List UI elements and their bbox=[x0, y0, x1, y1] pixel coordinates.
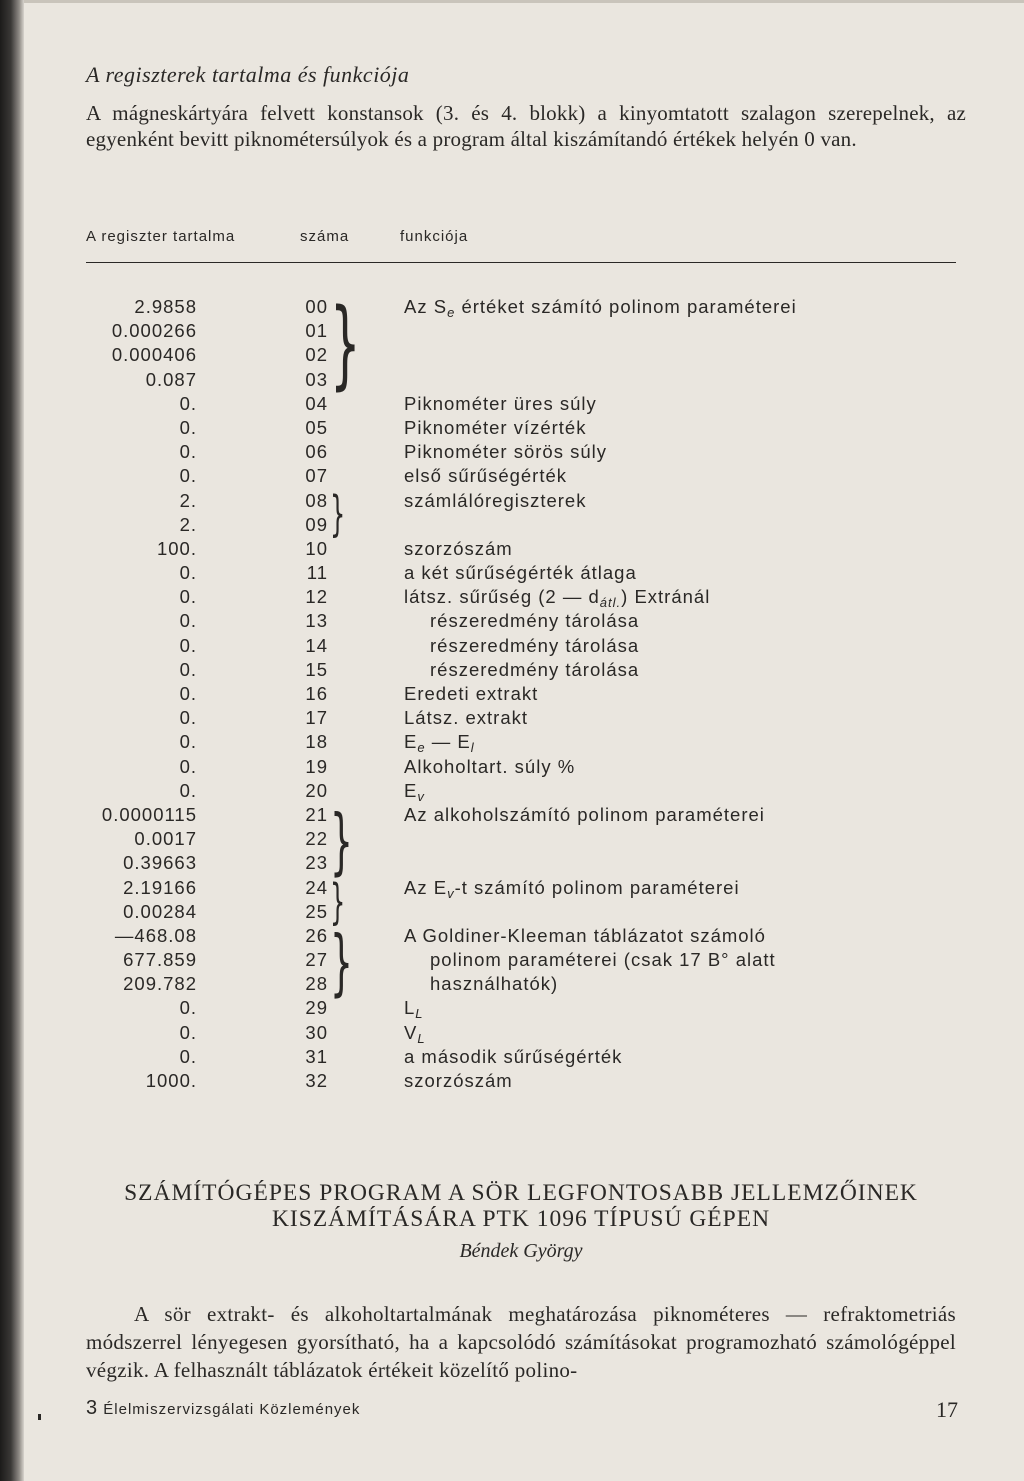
register-number: 23 bbox=[305, 852, 328, 874]
table-row bbox=[0, 901, 1024, 925]
register-function bbox=[404, 417, 586, 439]
register-value: 0.000406 bbox=[111, 344, 197, 366]
register-function bbox=[404, 925, 766, 947]
register-number: 13 bbox=[305, 610, 328, 632]
register-value: 0. bbox=[179, 392, 197, 414]
table-header-rule bbox=[86, 262, 956, 263]
function-text: szorzószám bbox=[404, 537, 513, 559]
table-row bbox=[0, 1070, 1024, 1094]
function-text-suffix: -t számító polinom paraméterei bbox=[454, 876, 740, 898]
function-text: Az E bbox=[404, 876, 448, 898]
function-text: részeredmény tárolása bbox=[430, 658, 640, 680]
register-number: 16 bbox=[305, 683, 328, 704]
register-number: 09 bbox=[305, 513, 328, 535]
register-value: 0. bbox=[179, 731, 197, 753]
register-function bbox=[404, 393, 597, 415]
register-function bbox=[430, 610, 639, 632]
register-value: 0.0017 bbox=[134, 828, 197, 850]
table-row bbox=[0, 925, 1024, 949]
table-row bbox=[0, 562, 1024, 586]
table-row bbox=[0, 731, 1024, 755]
function-text: látsz. sűrűség (2 — d bbox=[404, 586, 600, 608]
register-value: 0. bbox=[179, 416, 197, 438]
section-title: A regiszterek tartalma és funkciója bbox=[86, 62, 410, 87]
register-number: 19 bbox=[305, 755, 328, 777]
register-number: 00 bbox=[305, 296, 328, 317]
register-value: 0. bbox=[179, 1045, 197, 1067]
register-value: 2. bbox=[179, 489, 197, 511]
table-row bbox=[0, 538, 1024, 562]
register-number: 06 bbox=[305, 441, 328, 463]
register-value: 677.859 bbox=[123, 949, 197, 971]
register-number: 22 bbox=[305, 828, 328, 850]
table-row bbox=[0, 997, 1024, 1021]
register-function bbox=[404, 562, 637, 584]
register-number: 10 bbox=[305, 537, 328, 559]
register-number: 24 bbox=[305, 876, 328, 898]
page-top-edge bbox=[24, 0, 1024, 3]
function-text: a két sűrűségérték átlaga bbox=[404, 562, 637, 584]
register-number: 29 bbox=[305, 997, 328, 1019]
table-row bbox=[0, 635, 1024, 659]
register-function bbox=[404, 877, 740, 901]
register-value: 2. bbox=[179, 513, 197, 535]
register-number: 05 bbox=[305, 416, 328, 438]
function-text: V bbox=[404, 1021, 418, 1043]
table-row bbox=[0, 490, 1024, 514]
brace-26-28: } bbox=[330, 920, 353, 1004]
function-text-suffix: — E bbox=[425, 731, 471, 753]
function-text: Piknométer vízérték bbox=[404, 416, 587, 438]
register-number: 30 bbox=[305, 1021, 328, 1043]
function-subscript: L bbox=[417, 1030, 426, 1046]
register-number: 32 bbox=[305, 1070, 328, 1091]
function-text: Eredeti extrakt bbox=[404, 683, 539, 704]
register-number: 07 bbox=[305, 465, 328, 487]
register-function bbox=[404, 1022, 426, 1046]
register-value: 0. bbox=[179, 779, 197, 801]
article-title bbox=[86, 1180, 956, 1232]
register-value: 2.9858 bbox=[134, 296, 197, 317]
function-text: L bbox=[404, 997, 416, 1019]
function-subscript: e bbox=[417, 740, 426, 756]
author-name: Béndek György bbox=[459, 1240, 583, 1262]
function-subscript: e bbox=[447, 305, 456, 320]
table-row bbox=[0, 1022, 1024, 1046]
register-value: 0. bbox=[179, 634, 197, 656]
function-text: Az alkoholszámító polinom paraméterei bbox=[404, 803, 765, 825]
register-function bbox=[430, 659, 639, 681]
table-row bbox=[0, 441, 1024, 465]
register-function bbox=[404, 731, 475, 755]
register-number: 03 bbox=[305, 368, 328, 390]
register-value: 0. bbox=[179, 562, 197, 584]
register-number: 08 bbox=[305, 489, 328, 511]
function-text: a második sűrűségérték bbox=[404, 1045, 623, 1067]
register-value: 100. bbox=[156, 537, 197, 559]
register-function bbox=[404, 1070, 513, 1092]
journal-footer bbox=[86, 1397, 360, 1420]
register-number: 31 bbox=[305, 1045, 328, 1067]
table-row bbox=[0, 659, 1024, 683]
function-text: használhatók) bbox=[430, 973, 559, 995]
register-number: 26 bbox=[305, 924, 328, 946]
register-function bbox=[404, 586, 710, 610]
register-value: 0. bbox=[179, 586, 197, 608]
brace-24-25: } bbox=[330, 874, 346, 930]
table-row bbox=[0, 877, 1024, 901]
table-row bbox=[0, 707, 1024, 731]
register-value: 0. bbox=[179, 755, 197, 777]
table-row bbox=[0, 610, 1024, 634]
register-number: 18 bbox=[305, 731, 328, 753]
function-subscript: átl. bbox=[599, 595, 622, 611]
register-value: —468.08 bbox=[114, 924, 197, 946]
register-value: 0. bbox=[179, 441, 197, 463]
register-value: 0.000266 bbox=[111, 320, 197, 342]
register-function bbox=[404, 490, 586, 512]
page-number: 17 bbox=[936, 1397, 958, 1422]
register-value: 0. bbox=[179, 658, 197, 680]
function-text: A Goldiner-Kleeman táblázatot számoló bbox=[404, 924, 766, 946]
table-row bbox=[0, 586, 1024, 610]
function-text: Látsz. extrakt bbox=[404, 707, 529, 729]
register-function bbox=[404, 780, 425, 804]
brace-21-23: } bbox=[330, 799, 353, 883]
register-number: 04 bbox=[305, 392, 328, 414]
brace-00-03: } bbox=[330, 288, 361, 400]
register-value: 0.39663 bbox=[123, 852, 197, 874]
article-title-line-2: KISZÁMÍTÁSÁRA PTK 1096 TÍPUSÚ GÉPEN bbox=[271, 1206, 771, 1232]
intro-paragraph: A mágneskártyára felvett konstansok (3. és 4. blokk) a kinyomtatott szalagon szerepelnek, az egyenként bevitt piknométersúlyok és a program által kiszámítandó értékek helyén 0 van. bbox=[86, 101, 966, 151]
register-value: 0. bbox=[179, 707, 197, 729]
register-number: 12 bbox=[305, 586, 328, 608]
table-row bbox=[0, 852, 1024, 876]
table-row bbox=[0, 514, 1024, 538]
register-function bbox=[404, 804, 765, 826]
register-value: 0. bbox=[179, 610, 197, 632]
journal-name: Élelmiszervizsgálati Közlemények bbox=[103, 1401, 361, 1418]
function-text: részeredmény tárolása bbox=[430, 634, 640, 656]
register-value: 209.782 bbox=[123, 973, 197, 995]
column-header-number: száma bbox=[300, 228, 350, 245]
function-text: E bbox=[404, 731, 418, 753]
register-function bbox=[404, 1046, 622, 1068]
body-paragraph: A sör extrakt- és alkoholtartalmának meghatározása piknométeres — refraktometriás módszerrel lényegesen gyorsítható, ha a kapcsolódó számításokat programozható számológéppel végzik. A felhasznált táblázatok értékeit közelítő polino- bbox=[86, 1302, 956, 1382]
function-text: Alkoholtart. súly % bbox=[404, 755, 576, 777]
table-row bbox=[0, 296, 1024, 320]
column-header-content: A regiszter tartalma bbox=[86, 228, 236, 245]
register-value: 0.00284 bbox=[123, 900, 197, 922]
register-value: 0. bbox=[179, 465, 197, 487]
table-row bbox=[0, 344, 1024, 368]
register-number: 15 bbox=[305, 658, 328, 680]
register-function bbox=[404, 538, 513, 560]
function-text: Piknométer üres súly bbox=[404, 392, 597, 414]
register-value: 1000. bbox=[145, 1070, 197, 1091]
register-function bbox=[404, 683, 538, 705]
table-row bbox=[0, 320, 1024, 344]
register-value: 0. bbox=[179, 997, 197, 1019]
function-text: számlálóregiszterek bbox=[404, 489, 587, 511]
function-text-suffix: értéket számító polinom paraméterei bbox=[455, 296, 797, 317]
register-function bbox=[430, 973, 558, 995]
register-function bbox=[404, 707, 528, 729]
register-number: 17 bbox=[305, 707, 328, 729]
register-number: 27 bbox=[305, 949, 328, 971]
table-row bbox=[0, 1046, 1024, 1070]
table-row bbox=[0, 393, 1024, 417]
register-function bbox=[430, 635, 639, 657]
register-number: 28 bbox=[305, 973, 328, 995]
function-text: Az S bbox=[404, 296, 448, 317]
function-text: első sűrűségérték bbox=[404, 465, 568, 487]
register-number: 11 bbox=[306, 562, 328, 584]
table-row bbox=[0, 465, 1024, 489]
margin-mark bbox=[38, 1414, 41, 1420]
column-header-function: funkciója bbox=[400, 228, 469, 245]
function-subscript: L bbox=[415, 1006, 424, 1022]
register-function bbox=[404, 465, 567, 487]
table-row bbox=[0, 973, 1024, 997]
table-row bbox=[0, 369, 1024, 393]
register-function bbox=[404, 997, 424, 1021]
function-text-suffix: ) Extránál bbox=[621, 586, 711, 608]
register-table bbox=[0, 288, 1024, 1094]
register-value: 0.087 bbox=[145, 368, 197, 390]
register-function bbox=[404, 756, 575, 778]
register-number: 01 bbox=[305, 320, 328, 342]
table-row bbox=[0, 756, 1024, 780]
function-text: Piknométer sörös súly bbox=[404, 441, 607, 463]
register-value: 0. bbox=[179, 1021, 197, 1043]
brace-08-09: } bbox=[330, 486, 346, 542]
function-text: részeredmény tárolása bbox=[430, 610, 640, 632]
register-value: 0. bbox=[179, 683, 197, 704]
table-row bbox=[0, 417, 1024, 441]
table-row bbox=[0, 828, 1024, 852]
journal-number: 3 bbox=[86, 1397, 99, 1419]
function-subscript: v bbox=[417, 788, 425, 804]
table-row bbox=[0, 949, 1024, 973]
function-subscript: v bbox=[447, 885, 455, 901]
register-number: 14 bbox=[305, 634, 328, 656]
table-row bbox=[0, 804, 1024, 828]
register-function bbox=[430, 949, 776, 971]
register-function bbox=[404, 296, 797, 320]
function-text: E bbox=[404, 779, 418, 801]
register-value: 2.19166 bbox=[123, 876, 197, 898]
function-text: szorzószám bbox=[404, 1070, 513, 1091]
function-text: polinom paraméterei (csak 17 B° alatt bbox=[430, 949, 776, 971]
register-number: 21 bbox=[305, 803, 328, 825]
table-row bbox=[0, 683, 1024, 707]
register-value: 0.0000115 bbox=[101, 803, 197, 825]
table-row bbox=[0, 780, 1024, 804]
register-number: 02 bbox=[305, 344, 328, 366]
register-function bbox=[404, 441, 607, 463]
register-number: 25 bbox=[305, 900, 328, 922]
article-title-line-1: SZÁMÍTÓGÉPES PROGRAM A SÖR LEGFONTOSABB JELLEMZŐINEK bbox=[124, 1180, 918, 1206]
register-number: 20 bbox=[305, 779, 328, 801]
function-subscript: l bbox=[470, 740, 475, 756]
